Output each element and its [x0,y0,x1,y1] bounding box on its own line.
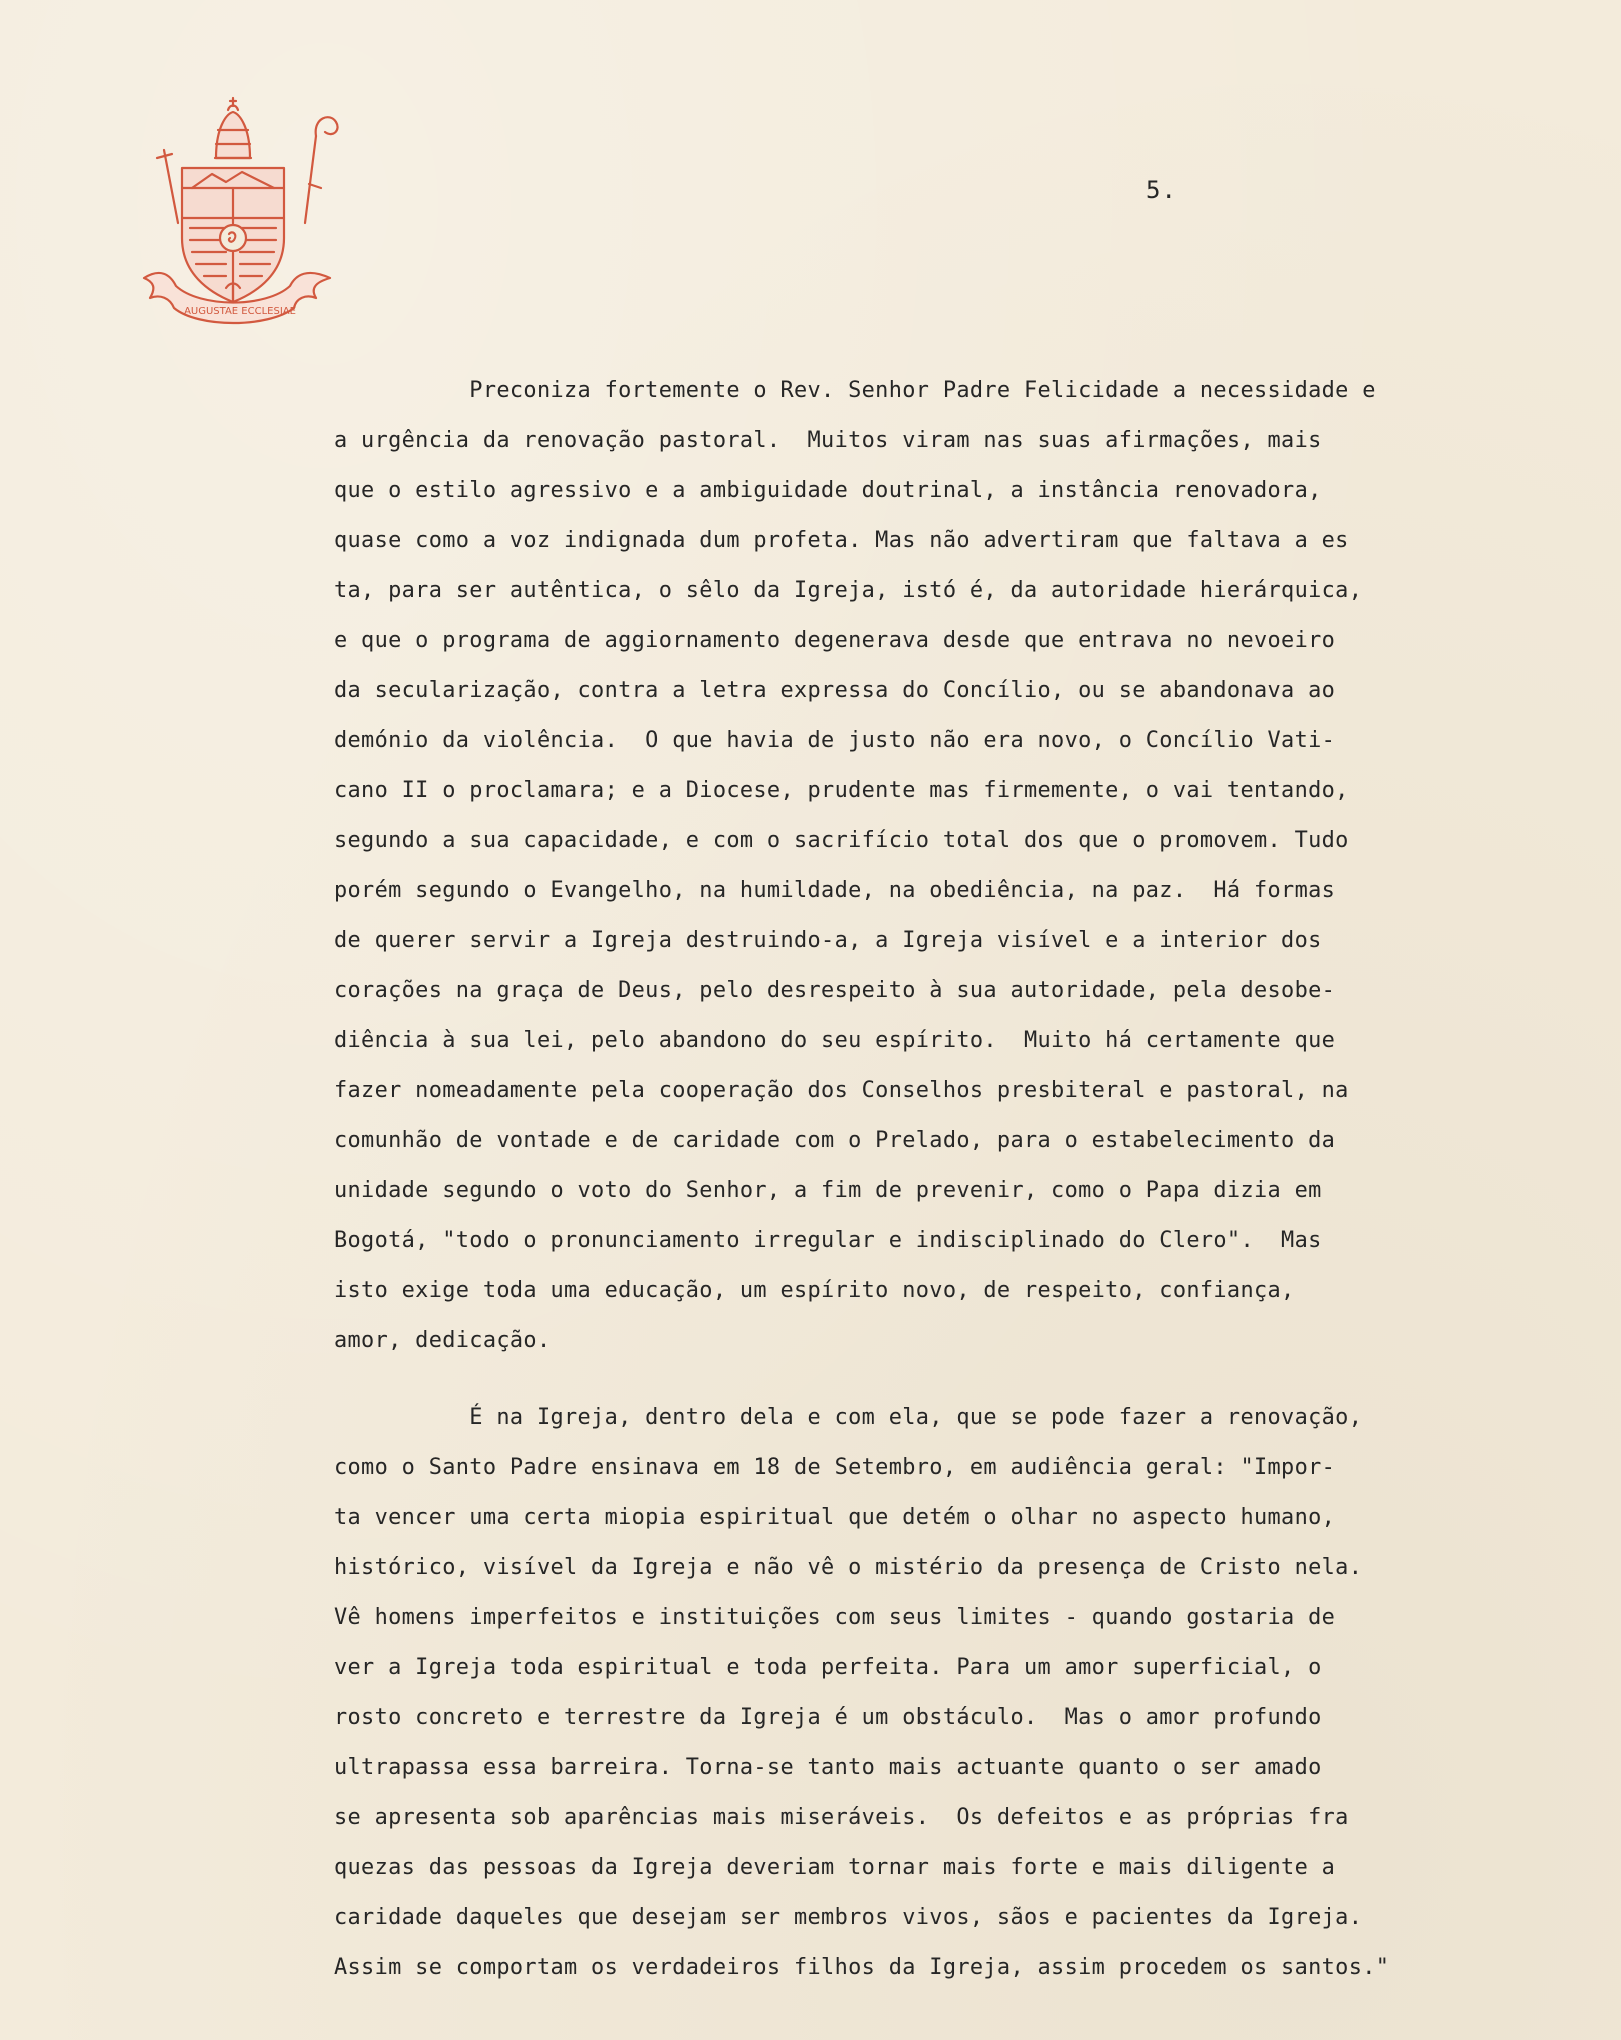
text-line: quase como a voz indignada dum profeta. Mas não advertiram que faltava a es [334,528,1349,553]
text-line: da secularização, contra a letra expressa do Concílio, ou se abandonava ao [334,678,1336,703]
text-line: Vê homens imperfeitos e instituições com seus limites - quando gostaria de [334,1605,1336,1630]
text-line: Bogotá, "todo o pronunciamento irregular e indisciplinado do Clero". Mas [334,1228,1322,1253]
text-line: a urgência da renovação pastoral. Muitos viram nas suas afirmações, mais [334,428,1322,453]
letter-body [334,366,1596,2020]
text-line: ta vencer uma certa miopia espiritual que detém o olhar no aspecto humano, [334,1505,1336,1530]
text-line: isto exige toda uma educação, um espírito novo, de respeito, confiança, [334,1278,1295,1303]
text-line: se apresenta sob aparências mais miseráveis. Os defeitos e as próprias fra [334,1805,1349,1830]
text-line: porém segundo o Evangelho, na humildade, na obediência, na paz. Há formas [334,878,1336,903]
text-line: corações na graça de Deus, pelo desrespeito à sua autoridade, pela desobe- [334,978,1336,1003]
text-line: É na Igreja, dentro dela e com ela, que se pode fazer a renovação, [334,1405,1363,1430]
episcopal-coat-of-arms-icon [130,88,350,338]
text-line: comunhão de vontade e de caridade com o Prelado, para o estabelecimento da [334,1128,1336,1153]
text-line: ultrapassa essa barreira. Torna-se tanto mais actuante quanto o ser amado [334,1755,1322,1780]
text-line: Assim se comportam os verdadeiros filhos da Igreja, assim procedem os santos." [334,1955,1390,1980]
paragraph-renewal [334,366,1596,1366]
text-line: como o Santo Padre ensinava em 18 de Setembro, em audiência geral: "Impor- [334,1455,1336,1480]
text-line: diência à sua lei, pelo abandono do seu espírito. Muito há certamente que [334,1028,1336,1053]
text-line: e que o programa de aggiornamento degenerava desde que entrava no nevoeiro [334,628,1336,653]
text-line: rosto concreto e terrestre da Igreja é um obstáculo. Mas o amor profundo [334,1705,1322,1730]
crest-motto: AUGUSTAE ECCLESIAE [184,306,296,317]
text-line: que o estilo agressivo e a ambiguidade doutrinal, a instância renovadora, [334,478,1322,503]
text-line: caridade daqueles que desejam ser membros vivos, sãos e pacientes da Igreja. [334,1905,1363,1930]
text-line: demónio da violência. O que havia de justo não era novo, o Concílio Vati- [334,728,1336,753]
text-line: Preconiza fortemente o Rev. Senhor Padre Felicidade a necessidade e [334,378,1376,403]
text-line: de querer servir a Igreja destruindo-a, a Igreja visível e a interior dos [334,928,1322,953]
text-line: ta, para ser autêntica, o sêlo da Igreja, istó é, da autoridade hierárquica, [334,578,1363,603]
text-line: segundo a sua capacidade, e com o sacrifício total dos que o promovem. Tudo [334,828,1349,853]
text-line: ver a Igreja toda espiritual e toda perfeita. Para um amor superficial, o [334,1655,1322,1680]
text-line: cano II o proclamara; e a Diocese, prudente mas firmemente, o vai tentando, [334,778,1349,803]
text-line: unidade segundo o voto do Senhor, a fim de prevenir, como o Papa dizia em [334,1178,1322,1203]
text-line: fazer nomeadamente pela cooperação dos Conselhos presbiteral e pastoral, na [334,1078,1349,1103]
text-line: histórico, visível da Igreja e não vê o mistério da presença de Cristo nela. [334,1555,1363,1580]
text-line: quezas das pessoas da Igreja deveriam tornar mais forte e mais diligente a [334,1855,1336,1880]
page-number: 5. [1146,176,1177,204]
text-line: amor, dedicação. [334,1328,551,1353]
paragraph-church [334,1393,1596,1993]
